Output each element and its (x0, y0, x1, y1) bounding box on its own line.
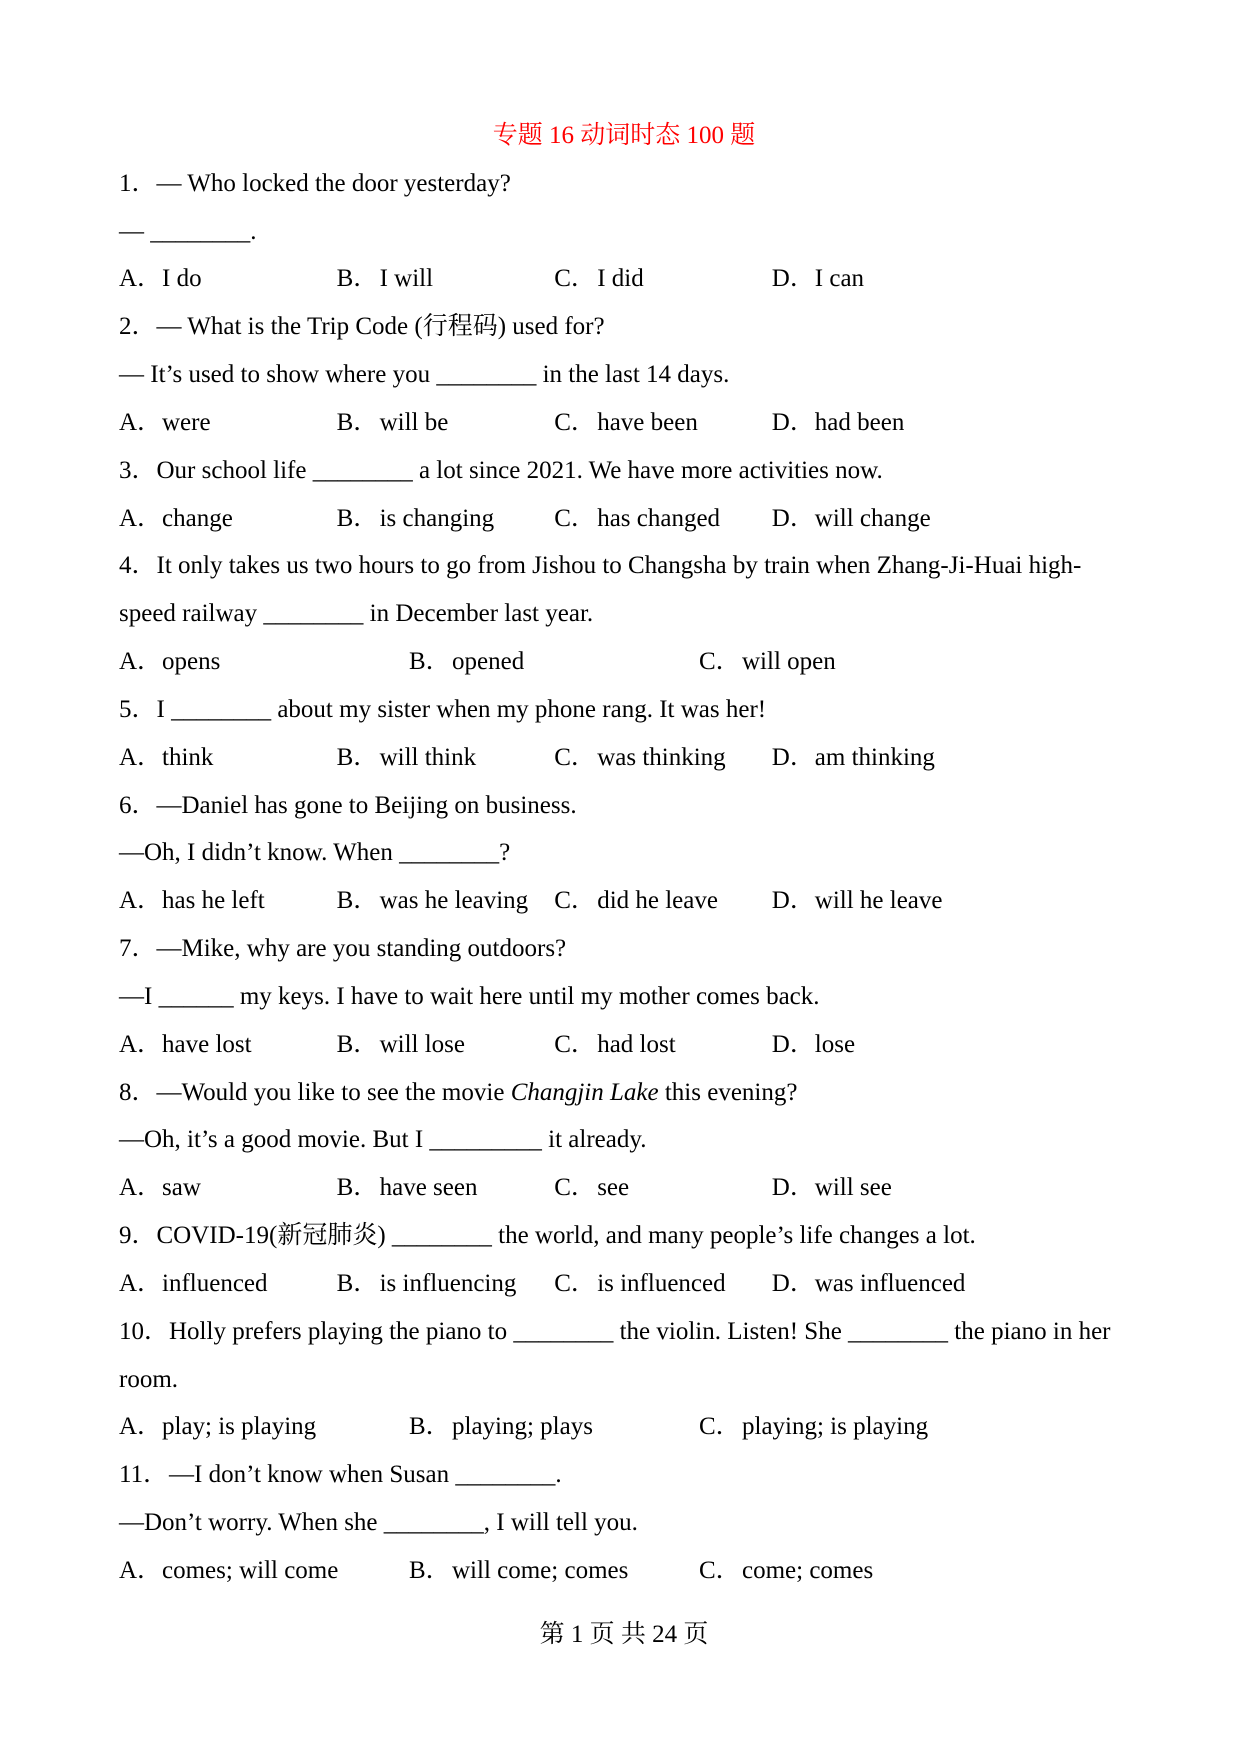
option-text: will come; comes (452, 1556, 629, 1584)
option-B (409, 1403, 699, 1451)
option-letter: A． (119, 1030, 163, 1058)
question-line (119, 303, 1129, 351)
question-line (119, 351, 1129, 399)
question-3 (119, 447, 1129, 543)
option-text: playing; plays (452, 1413, 593, 1441)
option-text: I will (379, 265, 434, 293)
option-C (554, 877, 772, 925)
option-letter: D． (771, 887, 815, 915)
question-line (119, 973, 1129, 1021)
option-A (119, 1403, 409, 1451)
option-text: was thinking (597, 743, 726, 771)
option-letter: B． (336, 504, 379, 532)
question-line (119, 590, 1129, 638)
question-8 (119, 1069, 1129, 1212)
option-text: comes; will come (162, 1556, 339, 1584)
option-letter: A． (119, 1174, 163, 1202)
question-line (119, 208, 1129, 256)
question-9 (119, 1212, 1129, 1308)
option-text: has he left (162, 887, 265, 915)
answer-options (119, 734, 1129, 782)
question-line (119, 447, 1129, 495)
option-letter: A． (119, 1556, 163, 1584)
option-text: playing; is playing (742, 1413, 929, 1441)
question-number: 6． (119, 791, 157, 819)
option-letter: C． (554, 408, 596, 436)
option-text: was influenced (814, 1269, 966, 1297)
option-text: is changing (379, 504, 495, 532)
option-letter: C． (554, 887, 596, 915)
question-list (119, 160, 1129, 1595)
option-letter: D． (771, 1269, 815, 1297)
option-B (337, 1021, 555, 1069)
option-text: has changed (597, 504, 721, 532)
option-A (119, 255, 337, 303)
answer-options (119, 1260, 1129, 1308)
option-A (119, 1260, 337, 1308)
option-text: see (597, 1174, 630, 1202)
option-C (554, 734, 772, 782)
option-A (119, 399, 337, 447)
option-letter: C． (554, 265, 596, 293)
option-letter: D． (771, 408, 815, 436)
option-A (119, 495, 337, 543)
question-line (119, 782, 1129, 830)
option-letter: A． (119, 648, 163, 676)
option-text: I do (162, 265, 202, 293)
option-text: change (162, 504, 233, 532)
option-B (337, 399, 555, 447)
question-line (119, 686, 1129, 734)
question-number: 11． (119, 1461, 169, 1489)
question-number: 5． (119, 695, 157, 723)
question-number: 2． (119, 313, 157, 341)
answer-options (119, 1547, 1129, 1595)
option-letter: C． (554, 1174, 596, 1202)
exam-page-content (119, 112, 1129, 1595)
question-text: this evening? (658, 1078, 798, 1106)
option-A (119, 1164, 337, 1212)
option-text: am thinking (814, 743, 935, 771)
question-text: speed railway ________ in December last year. (119, 600, 594, 628)
question-text: Our school life ________ a lot since 2021. We have more activities now. (156, 456, 883, 484)
option-letter: B． (409, 648, 451, 676)
question-number: 10． (119, 1317, 170, 1345)
question-text: I ________ about my sister when my phone rang. It was her! (156, 695, 767, 723)
option-C (554, 495, 772, 543)
option-text: will lose (379, 1030, 466, 1058)
question-7 (119, 925, 1129, 1068)
question-line (119, 1069, 1129, 1117)
option-C (554, 1021, 772, 1069)
option-text: will think (379, 743, 477, 771)
option-A (119, 638, 409, 686)
option-D (772, 734, 990, 782)
question-number: 7． (119, 935, 157, 963)
question-line (119, 1499, 1129, 1547)
question-number: 1． (119, 169, 157, 197)
question-line (119, 160, 1129, 208)
option-D (772, 495, 990, 543)
option-text: saw (162, 1174, 201, 1202)
option-text: I can (814, 265, 865, 293)
option-A (119, 877, 337, 925)
option-D (772, 1164, 990, 1212)
option-letter: A． (119, 504, 163, 532)
option-text: have lost (162, 1030, 252, 1058)
option-text: were (162, 408, 211, 436)
question-line (119, 925, 1129, 973)
question-number: 4． (119, 552, 157, 580)
option-letter: B． (409, 1413, 451, 1441)
option-text: have been (597, 408, 698, 436)
movie-title: Changjin Lake (510, 1078, 659, 1106)
question-10 (119, 1308, 1129, 1451)
option-C (554, 1260, 772, 1308)
option-D (772, 1260, 990, 1308)
question-text: —Mike, why are you standing outdoors? (156, 935, 567, 963)
option-letter: D． (771, 743, 815, 771)
option-letter: B． (336, 1174, 379, 1202)
option-letter: B． (336, 1269, 379, 1297)
option-B (409, 638, 699, 686)
question-line (119, 829, 1129, 877)
page-footer: 第 1 页 共 24 页 (539, 1620, 709, 1648)
option-text: influenced (162, 1269, 268, 1297)
option-A (119, 1547, 409, 1595)
option-text: think (162, 743, 214, 771)
answer-options (119, 399, 1129, 447)
option-letter: D． (771, 1030, 815, 1058)
question-text: room. (119, 1365, 179, 1393)
option-text: will see (814, 1174, 892, 1202)
option-C (699, 1403, 989, 1451)
question-line (119, 1116, 1129, 1164)
option-letter: A． (119, 1269, 163, 1297)
option-letter: C． (699, 1413, 741, 1441)
option-C (554, 255, 772, 303)
option-letter: A． (119, 408, 163, 436)
option-B (337, 734, 555, 782)
question-line (119, 1451, 1129, 1499)
option-text: had been (814, 408, 905, 436)
option-D (772, 255, 990, 303)
option-text: I did (597, 265, 644, 293)
answer-options (119, 1403, 1129, 1451)
option-letter: B． (336, 265, 379, 293)
option-A (119, 734, 337, 782)
option-C (554, 399, 772, 447)
option-D (772, 1021, 990, 1069)
option-B (337, 495, 555, 543)
option-text: have seen (379, 1174, 478, 1202)
question-text: It only takes us two hours to go from Jishou to Changsha by train when Zhang-Ji-Huai high- (156, 552, 1082, 580)
page-title: 专题 16 动词时态 100 题 (492, 122, 756, 149)
question-text: — ________. (119, 217, 257, 245)
option-C (699, 638, 989, 686)
option-text: did he leave (597, 887, 718, 915)
option-C (554, 1164, 772, 1212)
question-text: — What is the Trip Code (行程码) used for? (156, 313, 605, 341)
option-text: is influenced (597, 1269, 726, 1297)
option-text: play; is playing (162, 1413, 317, 1441)
answer-options (119, 638, 1129, 686)
option-B (337, 1260, 555, 1308)
question-text: Holly prefers playing the piano to ________ the violin. Listen! She ________ the piano in her (169, 1317, 1111, 1345)
question-text: —I ______ my keys. I have to wait here until my mother comes back. (119, 982, 820, 1010)
question-6 (119, 782, 1129, 925)
question-text: —Oh, it’s a good movie. But I _________ it already. (119, 1126, 647, 1154)
option-letter: B． (409, 1556, 451, 1584)
answer-options (119, 495, 1129, 543)
question-number: 9． (119, 1222, 157, 1250)
option-letter: B． (336, 1030, 379, 1058)
option-text: is influencing (379, 1269, 517, 1297)
option-text: opened (452, 648, 525, 676)
question-5 (119, 686, 1129, 782)
question-text: —Oh, I didn’t know. When ________? (119, 839, 511, 867)
option-D (772, 399, 990, 447)
question-11 (119, 1451, 1129, 1594)
question-line (119, 542, 1129, 590)
answer-options (119, 877, 1129, 925)
option-text: was he leaving (379, 887, 529, 915)
option-letter: C． (554, 504, 596, 532)
question-text: —I don’t know when Susan ________. (169, 1461, 562, 1489)
option-letter: D． (771, 265, 815, 293)
question-2 (119, 303, 1129, 446)
option-text: will be (379, 408, 449, 436)
option-letter: A． (119, 1413, 163, 1441)
option-B (337, 1164, 555, 1212)
question-line (119, 1356, 1129, 1404)
option-B (337, 877, 555, 925)
option-text: will open (742, 648, 836, 676)
answer-options (119, 1164, 1129, 1212)
option-text: will he leave (814, 887, 943, 915)
option-D (772, 877, 990, 925)
question-text: — Who locked the door yesterday? (156, 169, 511, 197)
option-text: had lost (597, 1030, 676, 1058)
option-letter: B． (336, 887, 379, 915)
option-A (119, 1021, 337, 1069)
option-letter: B． (336, 743, 379, 771)
question-1 (119, 160, 1129, 303)
option-letter: A． (119, 743, 163, 771)
option-letter: C． (554, 1030, 596, 1058)
question-text: —Would you like to see the movie (156, 1078, 511, 1106)
option-text: will change (814, 504, 931, 532)
option-letter: C． (699, 648, 741, 676)
question-text: —Daniel has gone to Beijing on business. (156, 791, 577, 819)
question-text: —Don’t worry. When she ________, I will tell you. (119, 1509, 638, 1537)
answer-options (119, 1021, 1129, 1069)
option-letter: D． (771, 504, 815, 532)
question-number: 8． (119, 1078, 157, 1106)
option-C (699, 1547, 989, 1595)
option-B (337, 255, 555, 303)
option-letter: C． (554, 743, 596, 771)
answer-options (119, 255, 1129, 303)
question-number: 3． (119, 456, 157, 484)
option-letter: A． (119, 887, 163, 915)
question-line (119, 1212, 1129, 1260)
question-text: — It’s used to show where you ________ in the last 14 days. (119, 361, 730, 389)
option-letter: D． (771, 1174, 815, 1202)
option-letter: A． (119, 265, 163, 293)
question-text: COVID-19(新冠肺炎) ________ the world, and many people’s life changes a lot. (156, 1222, 976, 1250)
question-4 (119, 542, 1129, 685)
option-letter: B． (336, 408, 379, 436)
option-text: lose (814, 1030, 856, 1058)
question-line (119, 1308, 1129, 1356)
option-letter: C． (699, 1556, 741, 1584)
option-text: come; comes (742, 1556, 874, 1584)
option-B (409, 1547, 699, 1595)
option-text: opens (162, 648, 221, 676)
option-letter: C． (554, 1269, 596, 1297)
